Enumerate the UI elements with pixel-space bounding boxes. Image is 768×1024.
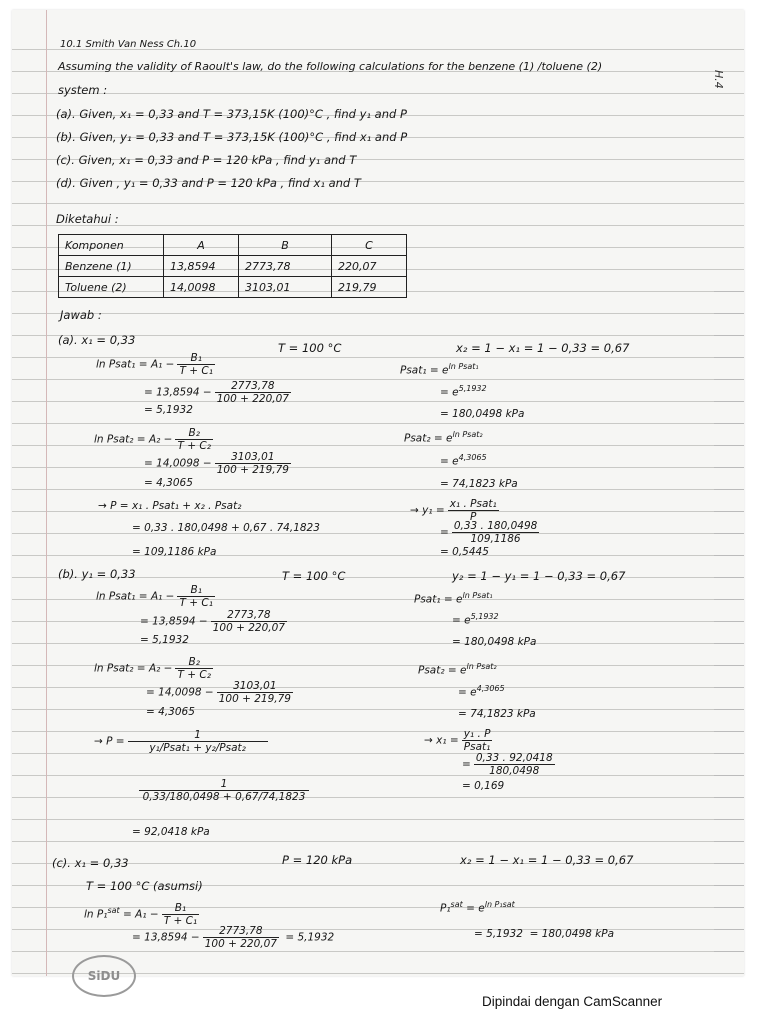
table-cell: 14,0098 [164, 277, 239, 298]
header-cell: B [239, 235, 332, 256]
table-cell: 220,07 [332, 256, 407, 277]
a-psat2-equation: Psat₂ = $e^{ln Psat_2}$ [404, 430, 483, 445]
question-b: (b). Given, y₁ = 0,33 and T = 373,15K (100)°C , find x₁ and P [56, 130, 408, 144]
notebook-brand-logo: SiDU [72, 955, 136, 997]
a-lnpsat2-result: = 4,3065 [144, 477, 193, 489]
question-a: (a). Given, x₁ = 0,33 and T = 373,15K (100)°C , find y₁ and P [56, 107, 407, 121]
problem-statement: Assuming the validity of Raoult's law, do the following calculations for the benzene (1) /toluene (2) [58, 60, 603, 73]
question-d: (d). Given , y₁ = 0,33 and P = 120 kPa , find x₁ and T [56, 176, 361, 190]
b-psat1-equation: Psat₁ = $e^{ln Psat_1}$ [414, 591, 493, 606]
b-lnpsat2-substitution: = 14,0098 − $\frac{3103,01}{100 + 219,79}$ [146, 680, 291, 705]
a-lnpsat1-substitution: = 13,8594 − $\frac{2773,78}{100 + 220,07}$ [144, 380, 289, 405]
part-a-title: (a). x₁ = 0,33 [58, 333, 136, 347]
antoine-constants-table [58, 234, 407, 298]
header-cell: C [332, 235, 407, 256]
a-pressure-equation: → P = x₁ . Psat₁ + x₂ . Psat₂ [98, 500, 242, 512]
side-note: H.4 [712, 70, 725, 89]
part-b-y2: y₂ = 1 − y₁ = 1 − 0,33 = 0,67 [452, 569, 626, 583]
table-row [59, 256, 407, 277]
a-psat1-result: = 180,0498 kPa [440, 408, 525, 420]
b-lnpsat1-substitution: = 13,8594 − $\frac{2773,78}{100 + 220,07}$ [140, 609, 285, 634]
table-cell: 13,8594 [164, 256, 239, 277]
b-lnpsat1-equation: ln Psat₁ = A₁ − $\frac{\text{B₁}}{\text{T + C₁}}$ [96, 584, 213, 609]
part-c-title: (c). x₁ = 0,33 [52, 856, 129, 870]
a-lnpsat1-equation: ln Psat₁ = A₁ − $\frac{\text{B₁}}{\text{T + C₁}}$ [96, 352, 213, 377]
c-lnp1sat-substitution: = 13,8594 − $\frac{2773,78}{100 + 220,07}$ = 5,1932 [132, 925, 335, 950]
c-p1sat-equation: $P_1^{sat} = e^{ln P_1sat}$ [440, 900, 515, 915]
table-cell: 3103,01 [239, 277, 332, 298]
part-b-title: (b). y₁ = 0,33 [58, 567, 136, 581]
a-pressure-result: = 109,1186 kPa [132, 546, 217, 558]
a-y1-substitution: = $\frac{0,33 . 180,0498}{109,1186}$ [440, 520, 538, 545]
part-a-x2: x₂ = 1 − x₁ = 1 − 0,33 = 0,67 [456, 341, 630, 355]
table-header-row [59, 235, 407, 256]
b-psat1-result: = 180,0498 kPa [452, 636, 537, 648]
table-cell: Toluene (2) [59, 277, 164, 298]
b-x1-equation: → x₁ = $\frac{\text{y₁ . P}}{\text{Psat₁}}$ [424, 728, 491, 753]
table-row [59, 277, 407, 298]
b-psat2-result: = 74,1823 kPa [458, 708, 536, 720]
part-c-pressure: P = 120 kPa [282, 853, 353, 867]
table-cell: Benzene (1) [59, 256, 164, 277]
a-lnpsat2-equation: ln Psat₂ = A₂ − $\frac{\text{B₂}}{\text{T + C₂}}$ [94, 427, 211, 452]
c-lnp1sat-equation: ln P₁$^{sat}$ = A₁ − $\frac{\text{B₁}}{\text{T + C₁}}$ [84, 902, 198, 927]
table-cell: 2773,78 [239, 256, 332, 277]
b-x1-result: = 0,169 [462, 780, 505, 792]
part-a-temperature: T = 100 °C [278, 341, 342, 355]
page-edge-lines [714, 270, 744, 970]
system-label: system : [58, 83, 108, 97]
a-lnpsat2-substitution: = 14,0098 − $\frac{3103,01}{100 + 219,79}$ [144, 451, 289, 476]
b-psat1-exp: = $e^{5,1932}$ [452, 612, 499, 627]
part-b-temperature: T = 100 °C [282, 569, 346, 583]
a-y1-equation: → y₁ = $\frac{\text{x₁ . Psat₁}}{P}$ [410, 498, 497, 523]
a-pressure-substitution: = 0,33 . 180,0498 + 0,67 . 74,1823 [132, 522, 320, 534]
table-cell: 219,79 [332, 277, 407, 298]
b-x1-substitution: = $\frac{0,33 . 92,0418}{180,0498}$ [462, 752, 553, 777]
a-psat1-equation: Psat₁ = $e^{ln Psat_1}$ [400, 362, 479, 377]
b-lnpsat1-result: = 5,1932 [140, 634, 189, 646]
known-label: Diketahui : [56, 212, 119, 226]
question-c: (c). Given, x₁ = 0,33 and P = 120 kPa , find y₁ and T [56, 153, 357, 167]
header-cell: Komponen [59, 235, 164, 256]
a-psat2-result: = 74,1823 kPa [440, 478, 518, 490]
margin-line [46, 10, 47, 976]
b-pressure-equation: → P = $\frac{1}{\text{y₁/Psat₁ + y₂/Psat₂}}$ [94, 729, 271, 754]
reference-header: 10.1 Smith Van Ness Ch.10 [60, 39, 197, 50]
a-psat1-exp: = $e^{5,1932}$ [440, 384, 487, 399]
a-y1-result: = 0,5445 [440, 546, 489, 558]
a-psat2-exp: = $e^{4,3065}$ [440, 453, 487, 468]
b-pressure-substitution: $\frac{1}{0,33/180,0498 + 0,67/74,1823}$ [136, 778, 312, 803]
header-cell: A [164, 235, 239, 256]
b-lnpsat2-equation: ln Psat₂ = A₂ − $\frac{\text{B₂}}{\text{T + C₂}}$ [94, 656, 211, 681]
part-c-temperature-assumption: T = 100 °C (asumsi) [86, 879, 203, 893]
c-p1sat-result: = 5,1932 = 180,0498 kPa [474, 928, 614, 940]
b-psat2-exp: = $e^{4,3065}$ [458, 684, 505, 699]
part-c-x2: x₂ = 1 − x₁ = 1 − 0,33 = 0,67 [460, 853, 634, 867]
scanner-watermark: Dipindai dengan CamScanner [482, 994, 663, 1009]
b-pressure-result: = 92,0418 kPa [132, 826, 210, 838]
b-lnpsat2-result: = 4,3065 [146, 706, 195, 718]
answer-label: Jawab : [60, 308, 102, 322]
b-psat2-equation: Psat₂ = $e^{ln Psat_2}$ [418, 662, 497, 677]
a-lnpsat1-result: = 5,1932 [144, 404, 193, 416]
